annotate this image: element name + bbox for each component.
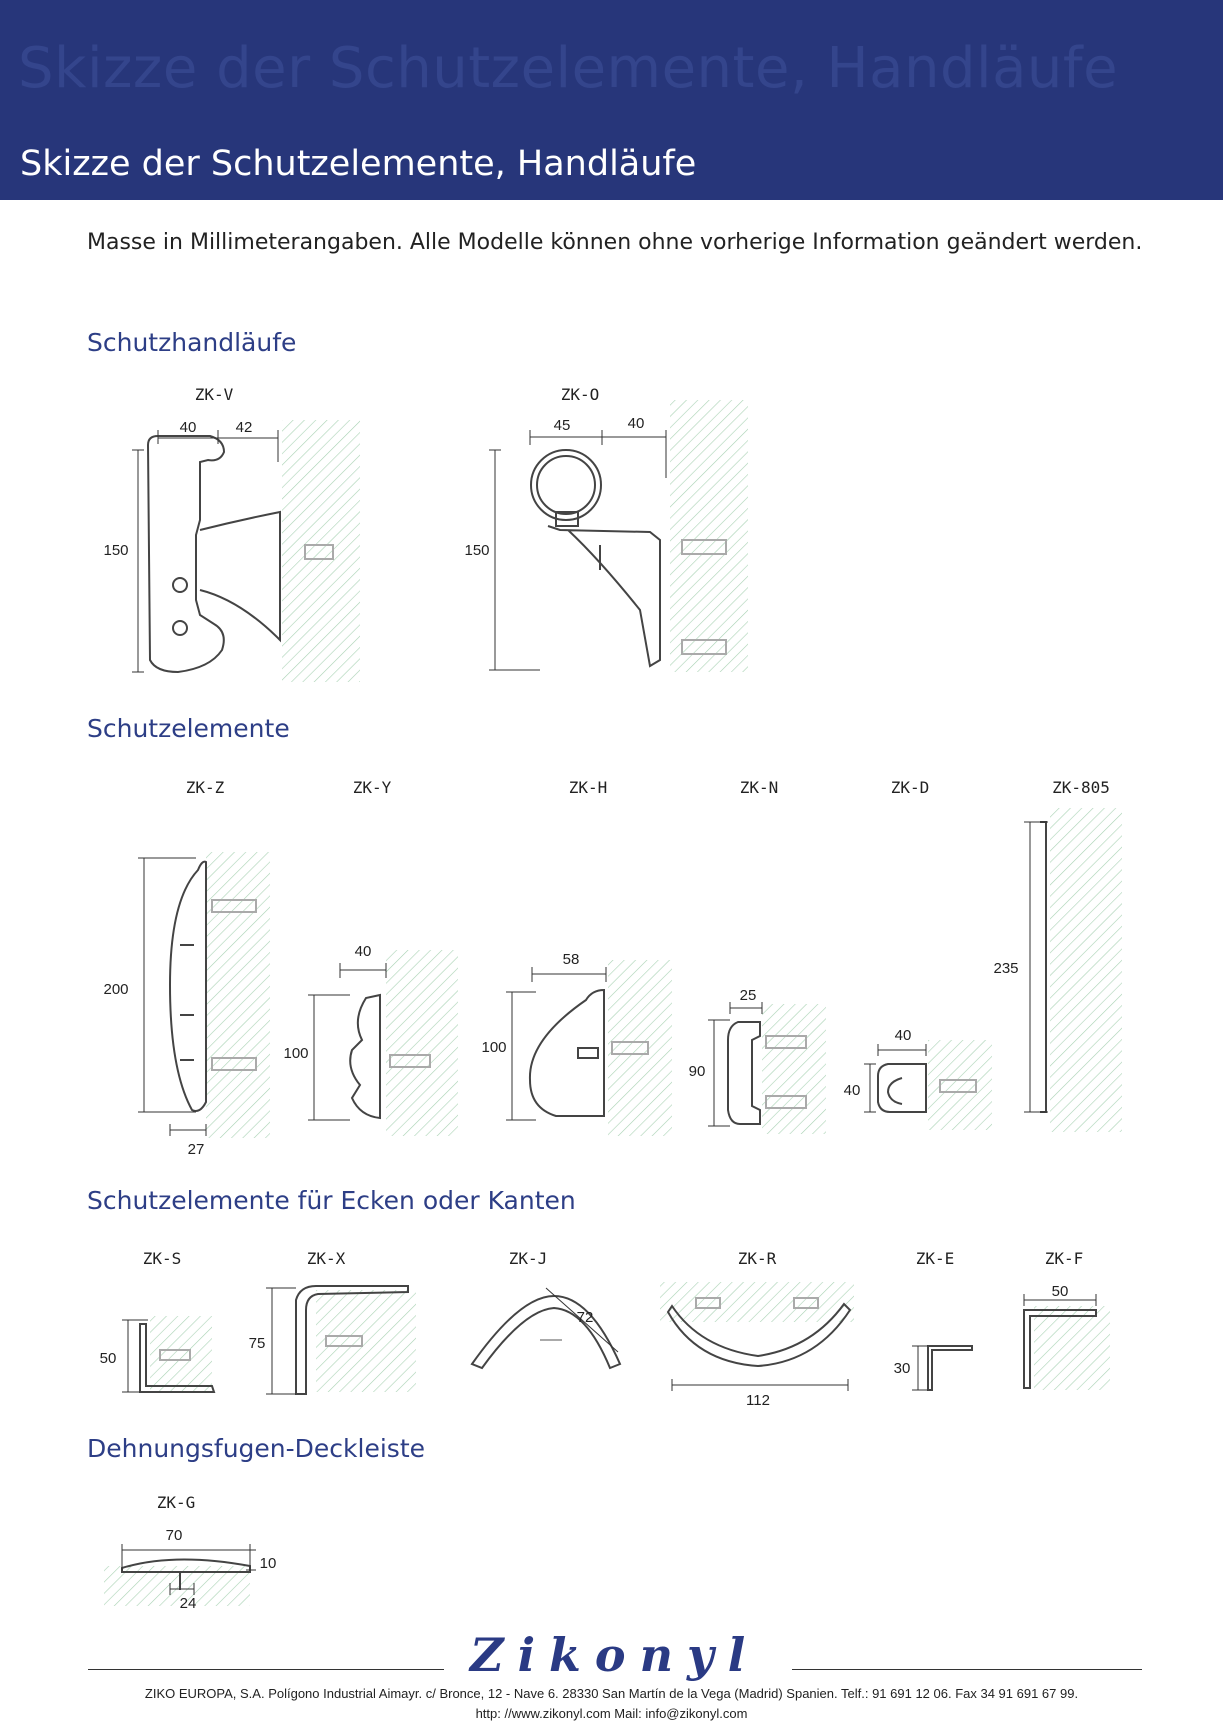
dim-zk-d-40-top: 40 (894, 1027, 912, 1044)
dim-zk-o-40: 40 (627, 415, 645, 432)
dim-zk-d-40-side: 40 (843, 1082, 861, 1099)
profile-zk-y (350, 950, 458, 1136)
profile-zk-r (660, 1282, 854, 1366)
dim-zk-s-50: 50 (99, 1350, 117, 1367)
dim-zk-e-30: 30 (893, 1360, 911, 1377)
dim-zk-v-40: 40 (179, 419, 197, 436)
dim-zk-f-50: 50 (1051, 1283, 1069, 1300)
model-code-zk-n: ZK-N (739, 778, 779, 797)
footer-rule-right (792, 1669, 1142, 1670)
dim-zk-g-24: 24 (179, 1595, 197, 1612)
header-ghost-title: Skizze der Schutzelemente, Handläufe (18, 36, 1119, 101)
model-code-zk-e: ZK-E (915, 1249, 955, 1268)
footer-contact: http: //www.zikonyl.com Mail: info@zikonyl.com (475, 1706, 748, 1721)
section-title-elemente: Schutzelemente (87, 714, 290, 743)
profile-zk-e (928, 1346, 972, 1390)
model-code-zk-z: ZK-Z (185, 778, 225, 797)
model-code-zk-d: ZK-D (890, 778, 930, 797)
section-title-handlaeufe: Schutzhandläufe (87, 328, 297, 357)
dim-zk-o-45: 45 (553, 417, 571, 434)
dim-zk-805-235: 235 (993, 960, 1019, 977)
profile-zk-h (530, 960, 672, 1136)
section-title-fugen: Dehnungsfugen-Deckleiste (87, 1434, 426, 1463)
model-code-zk-y: ZK-Y (352, 778, 392, 797)
model-code-zk-805: ZK-805 (1052, 778, 1110, 797)
dim-zk-v-42: 42 (235, 419, 253, 436)
model-code-zk-s: ZK-S (142, 1249, 182, 1268)
model-code-zk-f: ZK-F (1044, 1249, 1084, 1268)
profile-zk-v (148, 420, 360, 682)
profile-zk-n (728, 1004, 826, 1134)
model-code-zk-o: ZK-O (560, 385, 600, 404)
dim-zk-h-58: 58 (562, 951, 580, 968)
dim-zk-g-10: 10 (259, 1555, 277, 1572)
footer-address: ZIKO EUROPA, S.A. Polígono Industrial Aimayr. c/ Bronce, 12 - Nave 6. 28330 San Martín de la Vega (Madrid) Spanien. Telf.: 91 691 12 06. Fax 34 91 691 67 99. (144, 1686, 1079, 1701)
dim-zk-o-150: 150 (464, 542, 490, 559)
dim-zk-v-150: 150 (103, 542, 129, 559)
model-code-zk-h: ZK-H (568, 778, 608, 797)
profile-zk-g (104, 1559, 250, 1606)
dim-zk-y-100: 100 (283, 1045, 309, 1062)
profile-zk-j (472, 1296, 620, 1368)
model-code-zk-r: ZK-R (737, 1249, 777, 1268)
profile-zk-s (140, 1316, 214, 1392)
footer-rule-left (88, 1669, 444, 1670)
profile-zk-o (531, 400, 748, 672)
dim-zk-n-90: 90 (688, 1063, 706, 1080)
dim-zk-n-25: 25 (739, 987, 757, 1004)
page-title: Skizze der Schutzelemente, Handläufe (20, 144, 697, 184)
section-title-ecken: Schutzelemente für Ecken oder Kanten (87, 1186, 576, 1215)
dim-zk-z-27: 27 (187, 1141, 205, 1158)
model-code-zk-v: ZK-V (194, 385, 234, 404)
dim-zk-z-200: 200 (103, 981, 129, 998)
profile-zk-d (878, 1040, 992, 1130)
profile-zk-805 (1040, 808, 1122, 1132)
dim-zk-x-75: 75 (248, 1335, 266, 1352)
model-code-zk-x: ZK-X (306, 1249, 346, 1268)
dim-zk-y-40: 40 (354, 943, 372, 960)
dim-zk-r-112: 112 (746, 1392, 770, 1409)
model-code-zk-j: ZK-J (508, 1249, 548, 1268)
model-code-zk-g: ZK-G (156, 1493, 196, 1512)
dim-zk-h-100: 100 (481, 1039, 507, 1056)
subtitle: Masse in Millimeterangaben. Alle Modelle können ohne vorherige Information geändert werden. (87, 230, 1143, 255)
dim-zk-g-70: 70 (165, 1527, 183, 1544)
profile-zk-f (1024, 1306, 1110, 1390)
zikonyl-logo: Zikonyl (470, 1628, 760, 1682)
profile-zk-x (296, 1286, 416, 1394)
dim-zk-j-72: 72 (576, 1309, 594, 1326)
profile-zk-z (170, 852, 270, 1138)
